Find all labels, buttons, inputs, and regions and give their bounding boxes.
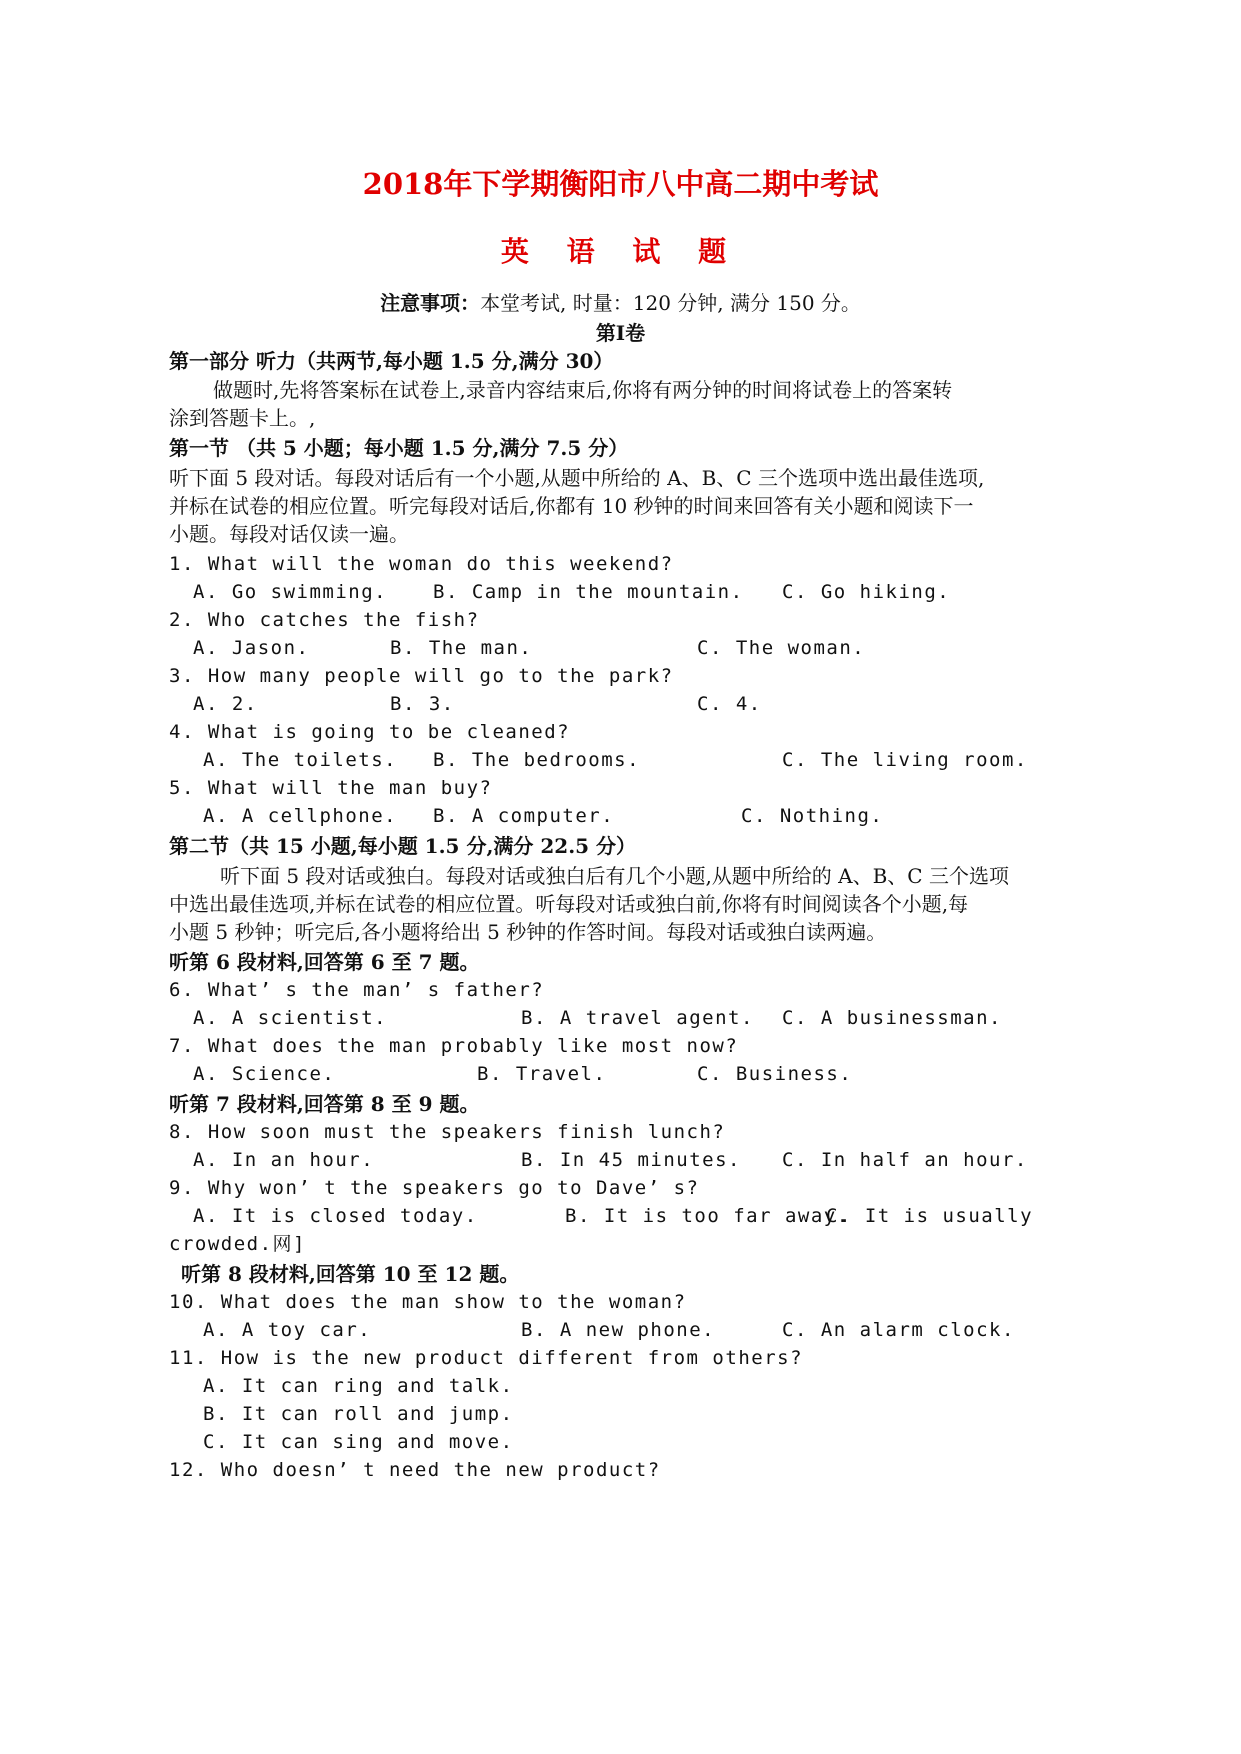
notice-label: 注意事项： (380, 291, 481, 315)
material-heading: 听第 8 段材料,回答第 10 至 12 题。 (181, 1262, 520, 1286)
option-a: A. A cellphone. (203, 805, 398, 827)
section2-intro-line1: 听下面 5 段对话或独白。每段对话或独白后有几个小题,从题中所给的 A、B、C 三个选项 (220, 864, 1009, 888)
section1-heading: 第一节 （共 5 小题；每小题 1.5 分,满分 7.5 分） (169, 436, 629, 460)
option-b: B. Travel. (477, 1063, 607, 1085)
part1-heading: 第一部分 听力（共两节,每小题 1.5 分,满分 30） (169, 349, 614, 373)
option-a: A. Jason. (193, 637, 310, 659)
material-heading: 听第 6 段材料,回答第 6 至 7 题。 (169, 950, 480, 974)
option-c: C. It is usually (826, 1205, 1034, 1227)
exam-title: 2018年下学期衡阳市八中高二期中考试 (362, 167, 879, 201)
option-b: B. The bedrooms. (433, 749, 641, 771)
option-c: C. Go hiking. (782, 581, 951, 603)
option-b: B. It is too far away. (565, 1205, 850, 1227)
option-c-continued: crowded.网] (169, 1233, 306, 1255)
question-stem: 6. What’ s the man’ s father? (169, 979, 545, 1001)
option-b: B. A computer. (433, 805, 615, 827)
question-stem: 2. Who catches the fish? (169, 609, 480, 631)
option-c: C. An alarm clock. (782, 1319, 1015, 1341)
exam-subtitle: 英 语 试 题 (500, 235, 741, 268)
part1-intro-line2: 涂到答题卡上。, (169, 406, 316, 430)
option-c: C. A businessman. (782, 1007, 1002, 1029)
question-stem: 9. Why won’ t the speakers go to Dave’ s? (169, 1177, 700, 1199)
option-c: C. Business. (697, 1063, 853, 1085)
option-a: A. A scientist. (193, 1007, 388, 1029)
section1-intro-line1: 听下面 5 段对话。每段对话后有一个小题,从题中所给的 A、B、C 三个选项中选出最佳选项, (169, 466, 985, 490)
section2-intro-line3: 小题 5 秒钟；听完后,各小题将给出 5 秒钟的作答时间。每段对话或独白读两遍。 (169, 920, 887, 944)
option-b: B. 3. (390, 693, 455, 715)
option-c: C. 4. (697, 693, 762, 715)
option-c: C. In half an hour. (782, 1149, 1028, 1171)
question-stem: 8. How soon must the speakers finish lunch? (169, 1121, 726, 1143)
notice-text: 本堂考试, 时量：120 分钟, 满分 150 分。 (480, 291, 861, 315)
volume-heading: 第Ⅰ卷 (595, 321, 646, 345)
option-a: A. A toy car. (203, 1319, 372, 1341)
question-stem: 1. What will the woman do this weekend? (169, 553, 674, 575)
question-stem: 10. What does the man show to the woman? (169, 1291, 687, 1313)
option-a: A. In an hour. (193, 1149, 375, 1171)
option-a: A. Go swimming. (193, 581, 388, 603)
option-c: C. It can sing and move. (203, 1431, 514, 1453)
section1-intro-line2: 并标在试卷的相应位置。听完每段对话后,你都有 10 秒钟的时间来回答有关小题和阅读下一 (169, 494, 974, 518)
option-b: B. The man. (390, 637, 533, 659)
question-stem: 11. How is the new product different from others? (169, 1347, 804, 1369)
option-b: B. In 45 minutes. (521, 1149, 741, 1171)
option-a: A. It is closed today. (193, 1205, 478, 1227)
question-stem: 4. What is going to be cleaned? (169, 721, 571, 743)
question-stem: 12. Who doesn’ t need the new product? (169, 1459, 661, 1481)
option-c: C. The living room. (782, 749, 1028, 771)
option-b: B. A travel agent. (521, 1007, 754, 1029)
option-a: A. Science. (193, 1063, 336, 1085)
material-heading: 听第 7 段材料,回答第 8 至 9 题。 (169, 1092, 480, 1116)
option-b: B. A new phone. (521, 1319, 716, 1341)
question-stem: 7. What does the man probably like most now? (169, 1035, 739, 1057)
section2-heading: 第二节（共 15 小题,每小题 1.5 分,满分 22.5 分） (169, 834, 637, 858)
part1-intro-line1: 做题时,先将答案标在试卷上,录音内容结束后,你将有两分钟的时间将试卷上的答案转 (213, 378, 953, 402)
option-a: A. 2. (193, 693, 258, 715)
section1-intro-line3: 小题。每段对话仅读一遍。 (169, 522, 409, 546)
question-stem: 5. What will the man buy? (169, 777, 493, 799)
option-c: C. Nothing. (741, 805, 884, 827)
option-a: A. The toilets. (203, 749, 398, 771)
option-b: B. Camp in the mountain. (433, 581, 744, 603)
option-a: A. It can ring and talk. (203, 1375, 514, 1397)
option-b: B. It can roll and jump. (203, 1403, 514, 1425)
option-c: C. The woman. (697, 637, 866, 659)
section2-intro-line2: 中选出最佳选项,并标在试卷的相应位置。听每段对话或独白前,你将有时间阅读各个小题,每 (169, 892, 969, 916)
question-stem: 3. How many people will go to the park? (169, 665, 674, 687)
notice (0, 287, 1241, 316)
